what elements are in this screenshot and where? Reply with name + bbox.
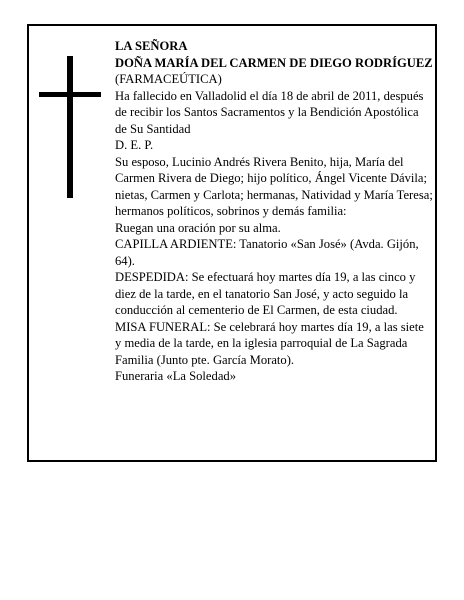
deceased-name: DOÑA MARÍA DEL CARMEN DE DIEGO RODRÍGUEZ (115, 55, 433, 70)
cross-icon (39, 56, 101, 198)
obituary-notice (27, 24, 437, 462)
profession: (FARMACEÚTICA) (115, 72, 222, 86)
family-list: Su esposo, Lucinio Andrés Rivera Benito, hija, María del Carmen Rivera de Diego; hijo político, Ángel Vicente Dávila; nietas, Carmen y Carlota; hermanas, Natividad y María Teresa; hermanos políticos, sobrinos y demás familia: (115, 154, 433, 218)
title-line-1: LA SEÑORA (115, 39, 188, 53)
obituary-text (115, 38, 433, 385)
mass-info: MISA FUNERAL: Se celebrará hoy martes día 19, a las siete y media de la tarde, en la iglesia parroquial de La Sagrada Familia (Junto pte. García Morato). (115, 319, 424, 367)
rip-text: D. E. P. (115, 138, 154, 152)
death-announcement: Ha fallecido en Valladolid el día 18 de abril de 2011, después de recibir los Santos Sacramentos y la Bendición Apostólica de Su Santidad (115, 88, 424, 136)
chapel-info: CAPILLA ARDIENTE: Tanatorio «San José» (Avda. Gijón, 64). (115, 237, 419, 268)
prayer-request: Ruegan una oración por su alma. (115, 220, 281, 235)
farewell-info: DESPEDIDA: Se efectuará hoy martes día 19, a las cinco y diez de la tarde, en el tanatorio San José, y acto seguido la conducción al cementerio de El Carmen, de esta ciudad. (115, 270, 416, 317)
cross-horizontal-bar (39, 92, 101, 97)
funeral-home: Funeraria «La Soledad» (115, 369, 236, 383)
cross-vertical-bar (67, 56, 73, 198)
